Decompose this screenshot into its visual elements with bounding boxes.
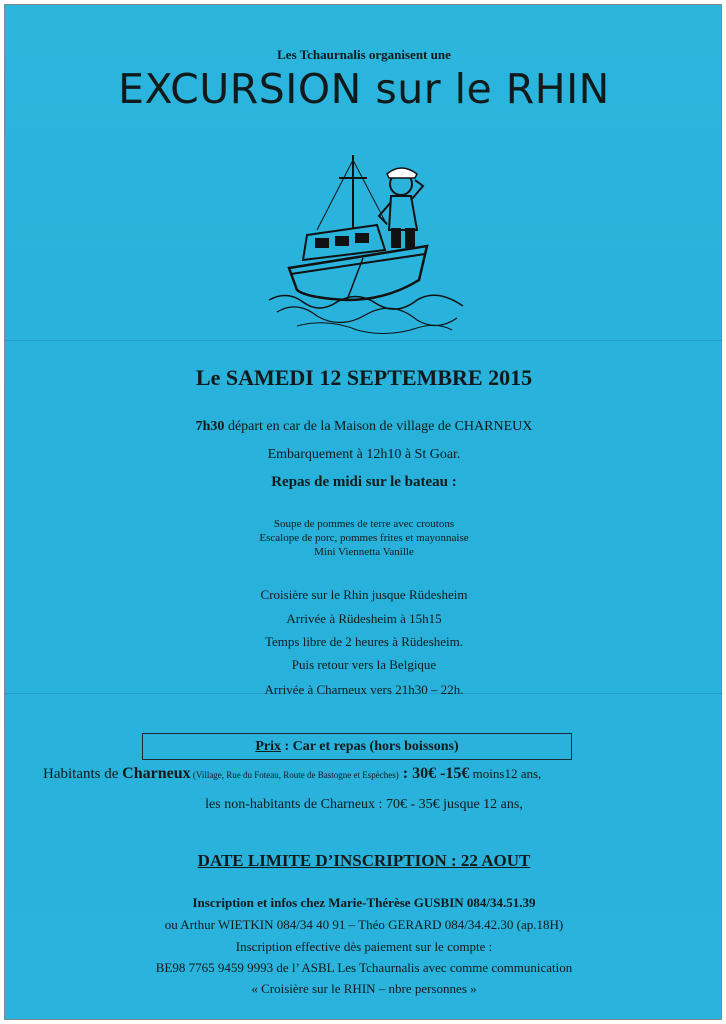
event-date: Le SAMEDI 12 SEPTEMBRE 2015 <box>195 365 533 390</box>
program-line: Temps libre de 2 heures à Rüdesheim. <box>264 634 463 649</box>
contact-line: « Croisière sur le RHIN – nbre personnes » <box>251 981 477 996</box>
boarding-line: Embarquement à 12h10 à St Goar. <box>267 447 461 462</box>
residents-prefix: Habitants de <box>43 766 123 782</box>
program-line: Puis retour vers la Belgique <box>291 657 437 672</box>
boat-captain-illustration <box>267 150 467 340</box>
registration-deadline: DATE LIMITE D’INSCRIPTION : 22 AOUT <box>197 851 531 870</box>
contact-line: BE98 7765 9459 9993 de l’ ASBL Les Tchaurnalis avec comme communication <box>155 960 573 975</box>
residents-detail: (Village, Rue du Foteau, Route de Bastogne et Espèches) <box>190 770 399 780</box>
departure-time: 7h30 <box>195 419 225 434</box>
residents-place: Charneux <box>122 765 191 782</box>
price-label: Prix <box>255 739 282 754</box>
residents-price: : 30€ -15€ <box>398 765 470 782</box>
residents-suffix: moins12 ans, <box>469 766 542 781</box>
flyer-paper <box>4 4 722 1020</box>
nonresidents-price-line: les non-habitants de Charneux : 70€ - 35€ jusque 12 ans, <box>205 797 523 812</box>
menu-item: Soupe de pommes de terre avec croutons <box>273 518 455 530</box>
price-box <box>142 733 572 760</box>
departure-text: départ en car de la Maison de village de CHARNEUX <box>224 419 533 434</box>
residents-price-line <box>43 765 541 783</box>
fold-line <box>5 340 723 341</box>
contact-line: ou Arthur WIETKIN 084/34 40 91 – Théo GERARD 084/34.42.30 (ap.18H) <box>164 917 564 932</box>
menu-item: Escalope de porc, pommes frites et mayonnaise <box>259 532 469 544</box>
menu-item: Mini Viennetta Vanille <box>314 546 414 558</box>
contact-line: Inscription effective dès paiement sur le compte : <box>235 939 493 954</box>
program-line: Croisière sur le Rhin jusque Rüdesheim <box>260 587 468 602</box>
meal-heading: Repas de midi sur le bateau : <box>271 474 457 490</box>
price-label-rest: : Car et repas (hors boissons) <box>281 739 459 754</box>
intro-text: Les Tchaurnalis organisent une <box>277 47 451 62</box>
departure-line <box>5 419 723 435</box>
program-line: Arrivée à Charneux vers 21h30 – 22h. <box>264 682 464 697</box>
page-title: EXCURSION sur le RHIN <box>118 65 610 113</box>
contact-line: Inscription et infos chez Marie-Thérèse GUSBIN 084/34.51.39 <box>192 895 536 910</box>
program-line: Arrivée à Rüdesheim à 15h15 <box>286 611 442 626</box>
